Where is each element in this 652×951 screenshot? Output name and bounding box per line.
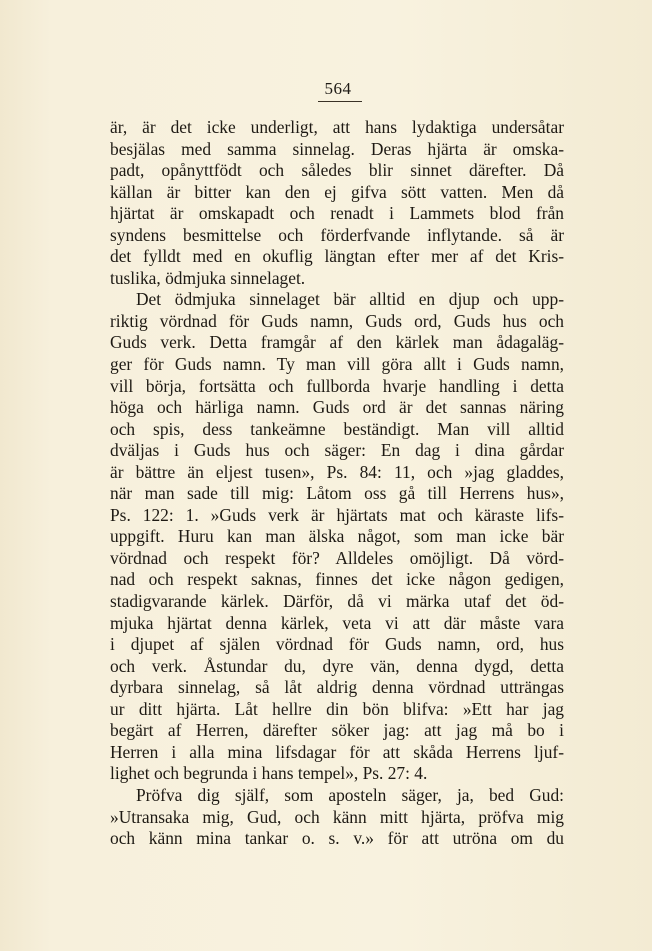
text-line: syndens besmittelse och förderfvande inflytande. så är [110, 224, 564, 245]
text-line: vördnad och respekt för? Alldeles omöjligt. Då vörd- [110, 547, 564, 568]
text-line: besjälas med samma sinnelag. Deras hjärta är omska- [110, 138, 564, 159]
text-line: begärt af Herren, därefter söker jag: att jag må bo i [110, 720, 564, 741]
page-number-rule [318, 101, 362, 102]
text-line: hjärtat är omskapadt och renadt i Lammets blod från [110, 203, 564, 224]
text-line: ger för Guds namn. Ty man vill göra allt i Guds namn, [110, 354, 564, 375]
text-line: mjuka hjärtat denna kärlek, veta vi att där måste vara [110, 612, 564, 633]
text-line: »Utransaka mig, Gud, och känn mitt hjärta, pröfva mig [110, 806, 564, 827]
text-line: vill börja, fortsätta och fullborda hvarje handling i detta [110, 375, 564, 396]
text-line: ur ditt hjärta. Låt hellre din bön blifva: »Ett har jag [110, 698, 564, 719]
text-line: dyrbara sinnelag, så låt aldrig denna vördnad utträngas [110, 677, 564, 698]
text-line: är, är det icke underligt, att hans lydaktiga undersåtar [110, 117, 564, 137]
page-number: 564 [324, 79, 352, 98]
text-line: och spis, dess tankeämne beständigt. Man vill alltid [110, 418, 564, 439]
text-line: är bättre än eljest tusen», Ps. 84: 11, och »jag gladdes, [110, 461, 564, 482]
text-line: när man sade till mig: Låtom oss gå till Herrens hus», [110, 483, 564, 504]
text-line: Ps. 122: 1. »Guds verk är hjärtats mat och käraste lifs- [110, 504, 564, 525]
text-line: nad och respekt saknas, finnes det icke någon gedigen, [110, 569, 564, 590]
text-line: riktig vördnad för Guds namn, Guds ord, Guds hus och [110, 310, 564, 331]
text-line: Herren i alla mina lifsdagar för att skåda Herrens ljuf- [110, 741, 564, 762]
text-line: det fylldt med en okuflig längtan efter mer af det Kris- [110, 246, 564, 267]
text-line: i djupet af själen vördnad för Guds namn, ord, hus [110, 634, 564, 655]
text-line: Det ödmjuka sinnelaget bär alltid en djup och upp- [136, 289, 564, 310]
text-line: och känn mina tankar o. s. v.» för att utröna om du [110, 828, 564, 849]
text-line: Guds verk. Detta framgår af den kärlek man ådagaläg- [110, 332, 564, 353]
text-line: tuslika, ödmjuka sinnelaget. [110, 267, 306, 288]
text-line: höga och härliga namn. Guds ord är det sannas näring [110, 397, 564, 418]
text-line: stadigvarande kärlek. Därför, då vi märka utaf det öd- [110, 591, 564, 612]
body-text [110, 117, 564, 850]
text-line: dväljas i Guds hus och säger: En dag i dina gårdar [110, 440, 564, 461]
text-line: uppgift. Huru kan man älska något, som man icke bär [110, 526, 564, 547]
text-line: Pröfva dig själf, som aposteln säger, ja, bed Gud: [136, 784, 564, 805]
text-line: och verk. Åstundar du, dyre vän, denna dygd, detta [110, 655, 564, 676]
text-line: lighet och begrunda i hans tempel», Ps. 27: 4. [110, 763, 428, 784]
text-line: padt, opånyttfödt och således blir sinnet därefter. Då [110, 160, 564, 181]
text-line: källan är bitter kan den ej gifva sött vatten. Men då [110, 181, 564, 202]
